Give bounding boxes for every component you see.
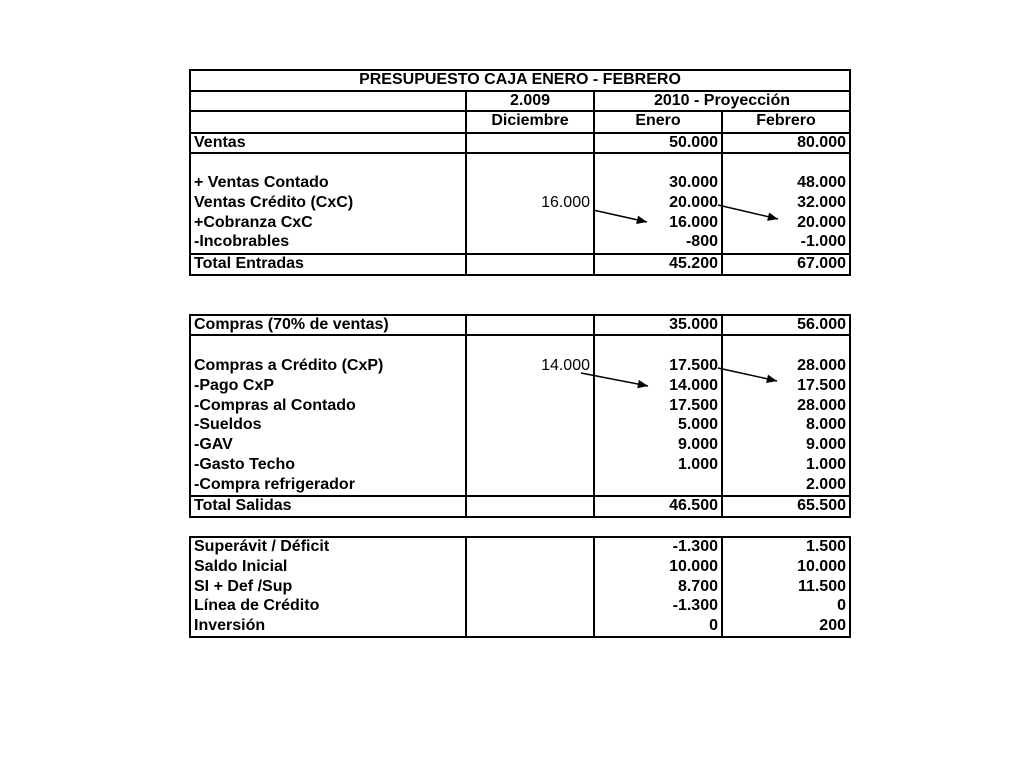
cell-febrero: 9.000 bbox=[805, 436, 846, 453]
cell-enero: -1.300 bbox=[672, 597, 718, 614]
cell-febrero: 32.000 bbox=[797, 194, 846, 211]
cell-febrero: 67.000 bbox=[797, 255, 846, 272]
cell-febrero: 65.500 bbox=[797, 497, 846, 514]
row-label: Compras a Crédito (CxP) bbox=[194, 357, 384, 374]
cell-enero: 9.000 bbox=[677, 436, 718, 453]
row-label: -GAV bbox=[194, 436, 233, 453]
row-label: -Pago CxP bbox=[194, 377, 275, 394]
row-label: SI + Def /Sup bbox=[194, 578, 293, 595]
row-label: Saldo Inicial bbox=[194, 558, 288, 575]
row-label: Superávit / Déficit bbox=[194, 538, 330, 555]
row-label: Ventas bbox=[194, 134, 246, 151]
cell-febrero: 11.500 bbox=[797, 578, 846, 595]
cell-enero: 5.000 bbox=[677, 416, 718, 433]
cell-enero: -800 bbox=[685, 233, 718, 250]
cell-febrero: 48.000 bbox=[797, 174, 846, 191]
row-label: -Sueldos bbox=[194, 416, 262, 433]
cell-enero: 35.000 bbox=[669, 316, 718, 333]
cell-enero: 1.000 bbox=[677, 456, 718, 473]
cell-enero: 8.700 bbox=[677, 578, 718, 595]
cell-enero: 0 bbox=[709, 617, 718, 634]
row-label: -Incobrables bbox=[194, 233, 290, 250]
row-label: Inversión bbox=[194, 617, 266, 634]
year-prev-header: 2.009 bbox=[509, 92, 551, 109]
cell-febrero: 8.000 bbox=[805, 416, 846, 433]
cell-febrero: 1.000 bbox=[805, 456, 846, 473]
month-feb-header: Febrero bbox=[756, 112, 816, 129]
cell-enero: 30.000 bbox=[669, 174, 718, 191]
month-jan-header: Enero bbox=[635, 112, 681, 129]
row-label: Total Salidas bbox=[194, 497, 292, 514]
cell-febrero: 0 bbox=[837, 597, 846, 614]
month-dec-header: Diciembre bbox=[491, 112, 569, 129]
cell-febrero: 2.000 bbox=[805, 476, 846, 493]
cell-enero: 20.000 bbox=[669, 194, 718, 211]
cell-enero: 17.500 bbox=[669, 357, 718, 374]
cell-enero: 50.000 bbox=[669, 134, 718, 151]
cell-febrero: 56.000 bbox=[797, 316, 846, 333]
cell-febrero: 200 bbox=[819, 617, 846, 634]
year-proj-header: 2010 - Proyección bbox=[653, 92, 791, 109]
cell-enero: 45.200 bbox=[669, 255, 718, 272]
row-label: Total Entradas bbox=[194, 255, 304, 272]
cell-febrero: 80.000 bbox=[797, 134, 846, 151]
row-label: -Compras al Contado bbox=[194, 397, 356, 414]
cell-enero: -1.300 bbox=[672, 538, 718, 555]
cell-febrero: 17.500 bbox=[797, 377, 846, 394]
cell-diciembre: 16.000 bbox=[541, 194, 590, 211]
row-label: + Ventas Contado bbox=[194, 174, 329, 191]
row-label: -Compra refrigerador bbox=[194, 476, 355, 493]
cell-enero: 46.500 bbox=[669, 497, 718, 514]
cell-diciembre: 14.000 bbox=[541, 357, 590, 374]
cell-febrero: 1.500 bbox=[805, 538, 846, 555]
row-label: +Cobranza CxC bbox=[194, 214, 313, 231]
row-label: Compras (70% de ventas) bbox=[194, 316, 389, 333]
table-title: PRESUPUESTO CAJA ENERO - FEBRERO bbox=[359, 71, 681, 88]
cell-enero: 14.000 bbox=[669, 377, 718, 394]
cell-febrero: 20.000 bbox=[797, 214, 846, 231]
cell-febrero: 28.000 bbox=[797, 397, 846, 414]
cell-febrero: -1.000 bbox=[800, 233, 846, 250]
cell-enero: 10.000 bbox=[669, 558, 718, 575]
row-label: Línea de Crédito bbox=[194, 597, 320, 614]
cell-enero: 17.500 bbox=[669, 397, 718, 414]
row-label: Ventas Crédito (CxC) bbox=[194, 194, 354, 211]
cell-enero: 16.000 bbox=[669, 214, 718, 231]
row-label: -Gasto Techo bbox=[194, 456, 296, 473]
cell-febrero: 28.000 bbox=[797, 357, 846, 374]
cell-febrero: 10.000 bbox=[797, 558, 846, 575]
